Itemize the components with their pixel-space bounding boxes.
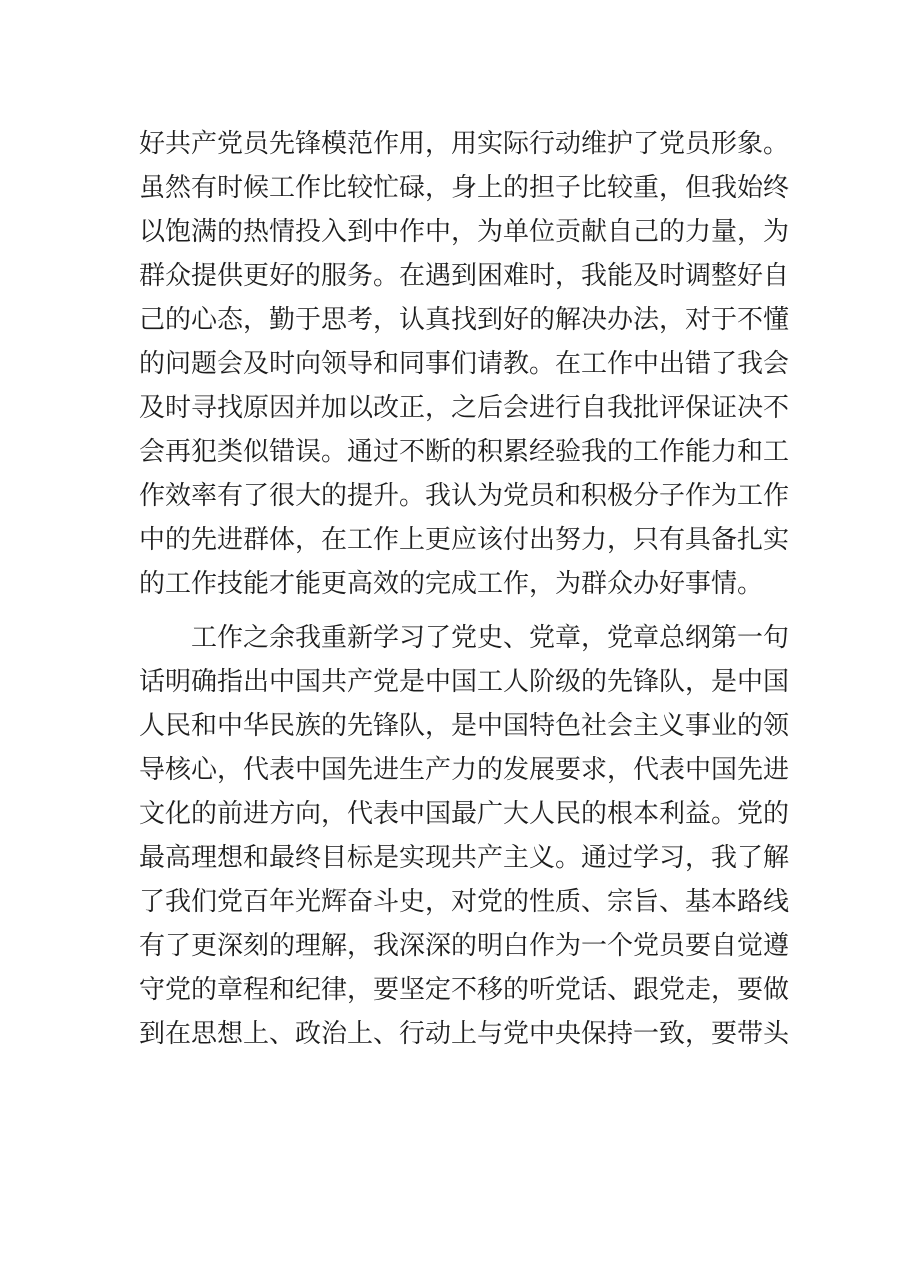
text-line: 工作之余我重新学习了党史、党章，党章总纲第一句 bbox=[191, 623, 790, 653]
text-line: 及时寻找原因并加以改正，之后会进行自我批评保证决不 bbox=[139, 393, 790, 423]
text-line: 会再犯类似错误。通过不断的积累经验我的工作能力和工 bbox=[139, 437, 790, 467]
text-line: 导核心，代表中国先进生产力的发展要求，代表中国先进 bbox=[139, 755, 790, 785]
text-line: 最高理想和最终目标是实现共产主义。通过学习，我了解 bbox=[139, 843, 790, 873]
text-line: 人民和中华民族的先锋队，是中国特色社会主义事业的领 bbox=[139, 711, 790, 741]
text-line: 的工作技能才能更高效的完成工作，为群众办好事情。 bbox=[139, 569, 764, 599]
text-line: 以饱满的热情投入到中作中，为单位贡献自己的力量，为 bbox=[139, 217, 790, 247]
text-line: 好共产党员先锋模范作用，用实际行动维护了党员形象。 bbox=[139, 129, 790, 159]
text-line: 话明确指出中国共产党是中国工人阶级的先锋队，是中国 bbox=[139, 667, 790, 697]
text-line: 有了更深刻的理解，我深深的明白作为一个党员要自觉遵 bbox=[139, 931, 790, 961]
text-line: 守党的章程和纪律，要坚定不移的听党话、跟党走，要做 bbox=[139, 975, 790, 1005]
text-line: 作效率有了很大的提升。我认为党员和积极分子作为工作 bbox=[139, 481, 790, 511]
text-line: 的问题会及时向领导和同事们请教。在工作中出错了我会 bbox=[139, 349, 790, 379]
text-line: 到在思想上、政治上、行动上与党中央保持一致，要带头 bbox=[139, 1019, 790, 1049]
text-line: 文化的前进方向，代表中国最广大人民的根本利益。党的 bbox=[139, 799, 790, 829]
text-line: 群众提供更好的服务。在遇到困难时，我能及时调整好自 bbox=[139, 261, 790, 291]
text-line: 虽然有时候工作比较忙碌，身上的担子比较重，但我始终 bbox=[139, 173, 790, 203]
text-line: 了我们党百年光辉奋斗史，对党的性质、宗旨、基本路线 bbox=[139, 887, 790, 917]
text-line: 己的心态，勤于思考，认真找到好的解决办法，对于不懂 bbox=[139, 305, 790, 335]
text-line: 中的先进群体，在工作上更应该付出努力，只有具备扎实 bbox=[139, 525, 790, 555]
